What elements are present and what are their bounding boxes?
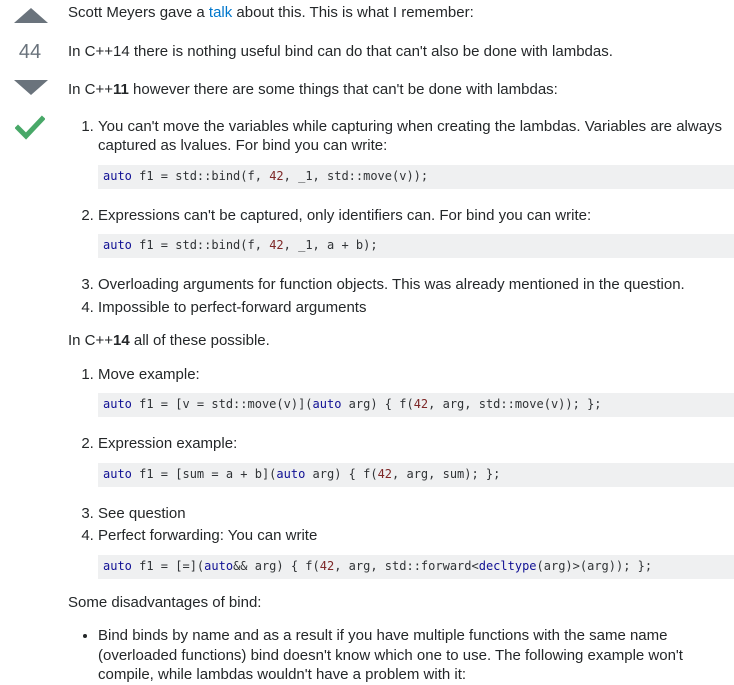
code-text: , arg, sum); }; <box>392 466 501 481</box>
code-text: , arg, std::forward< <box>334 558 479 573</box>
code-number: 42 <box>269 168 284 183</box>
cpp14-suffix: all of these possible. <box>129 332 270 349</box>
code-text: , _1, a + b); <box>283 238 378 252</box>
code-block <box>98 165 734 189</box>
intro-paragraph <box>68 3 734 23</box>
list-item-text: Expressions can't be captured, only identifiers can. For bind you can write: <box>98 206 592 224</box>
code-text: f1 = std::bind(f, <box>131 238 270 252</box>
list-item <box>98 206 734 259</box>
code-number: 42 <box>269 238 284 252</box>
code-keyword: decltype <box>478 558 537 573</box>
cpp14-nothing-paragraph: In C++14 there is nothing useful bind can do that can't also be done with lambdas. <box>68 42 613 60</box>
cpp11-version: 11 <box>113 81 129 98</box>
code-keyword: auto <box>103 466 132 481</box>
code-keyword: auto <box>103 238 132 252</box>
code-text: f1 = std::bind(f, <box>131 168 270 183</box>
cpp14-prefix: In C++ <box>68 332 114 349</box>
code-text: (arg)>(arg)); }; <box>536 558 653 573</box>
list-item-text: Expression example: <box>98 435 238 452</box>
talk-link[interactable]: talk <box>208 4 233 21</box>
code-text: , arg, std::move(v)); }; <box>428 397 602 411</box>
code-block <box>98 463 734 487</box>
vote-down-arrow-icon[interactable] <box>14 80 48 95</box>
disadvantages-paragraph: Some disadvantages of bind: <box>68 593 262 611</box>
code-keyword: auto <box>103 558 132 573</box>
cpp14-paragraph <box>68 331 734 351</box>
code-number: 42 <box>319 558 335 573</box>
code-block <box>98 393 734 417</box>
code-block <box>98 234 734 258</box>
code-keyword: auto <box>103 168 132 183</box>
cpp11-prefix: In C++ <box>68 81 114 98</box>
code-keyword: auto <box>103 397 132 411</box>
list-item: 3. See question <box>98 504 734 524</box>
code-text: && arg) { f( <box>233 558 320 573</box>
disadvantages-list <box>68 626 734 685</box>
code-text: f1 = [sum = a + b]( <box>131 466 277 481</box>
list-item <box>98 365 734 418</box>
code-keyword: auto <box>204 558 234 573</box>
intro-text-before: Scott Meyers gave a <box>68 4 209 21</box>
list-item <box>98 526 734 579</box>
code-text: , _1, std::move(v)); <box>283 168 429 183</box>
code-number: 42 <box>377 466 393 481</box>
code-text: f1 = [v = std::move(v)]( <box>131 397 313 411</box>
list-item: • Bind binds by name and as a result if you have multiple functions with the same name (overloaded functions) bind doesn't know which one to use. The following example won't compile, while lambdas wouldn't have a problem with it: <box>98 626 734 685</box>
cpp11-paragraph <box>68 80 734 100</box>
code-keyword: auto <box>276 466 306 481</box>
list-item-text: You can't move the variables while capturing when creating the lambdas. Variables are always captured as lvalues. For bind you can write: <box>98 117 723 154</box>
cpp14-version: 14 <box>113 332 130 349</box>
list-item: 4. Impossible to perfect-forward arguments <box>98 298 734 318</box>
code-text: arg) { f( <box>305 466 378 481</box>
code-keyword: auto <box>312 397 342 411</box>
code-block <box>98 555 734 579</box>
list-item-text: Move example: <box>98 365 200 383</box>
cpp11-limitations-list <box>68 117 734 318</box>
list-item <box>98 434 734 487</box>
answer-body <box>68 3 734 685</box>
accepted-checkmark-icon <box>15 115 45 141</box>
cpp14-examples-list <box>68 365 734 579</box>
cpp11-suffix: however there are some things that can't be done with lambdas: <box>128 81 558 98</box>
code-text: f1 = [=]( <box>131 558 205 573</box>
list-item-text: Perfect forwarding: You can write <box>98 527 318 544</box>
vote-up-arrow-icon[interactable] <box>14 8 48 23</box>
code-number: 42 <box>413 397 429 411</box>
list-item: 3. Overloading arguments for function objects. This was already mentioned in the question. <box>98 275 734 295</box>
vote-count: 44 <box>18 41 42 63</box>
code-text: arg) { f( <box>341 397 414 411</box>
list-item <box>98 117 734 189</box>
intro-text-after: about this. This is what I remember: <box>232 4 474 21</box>
